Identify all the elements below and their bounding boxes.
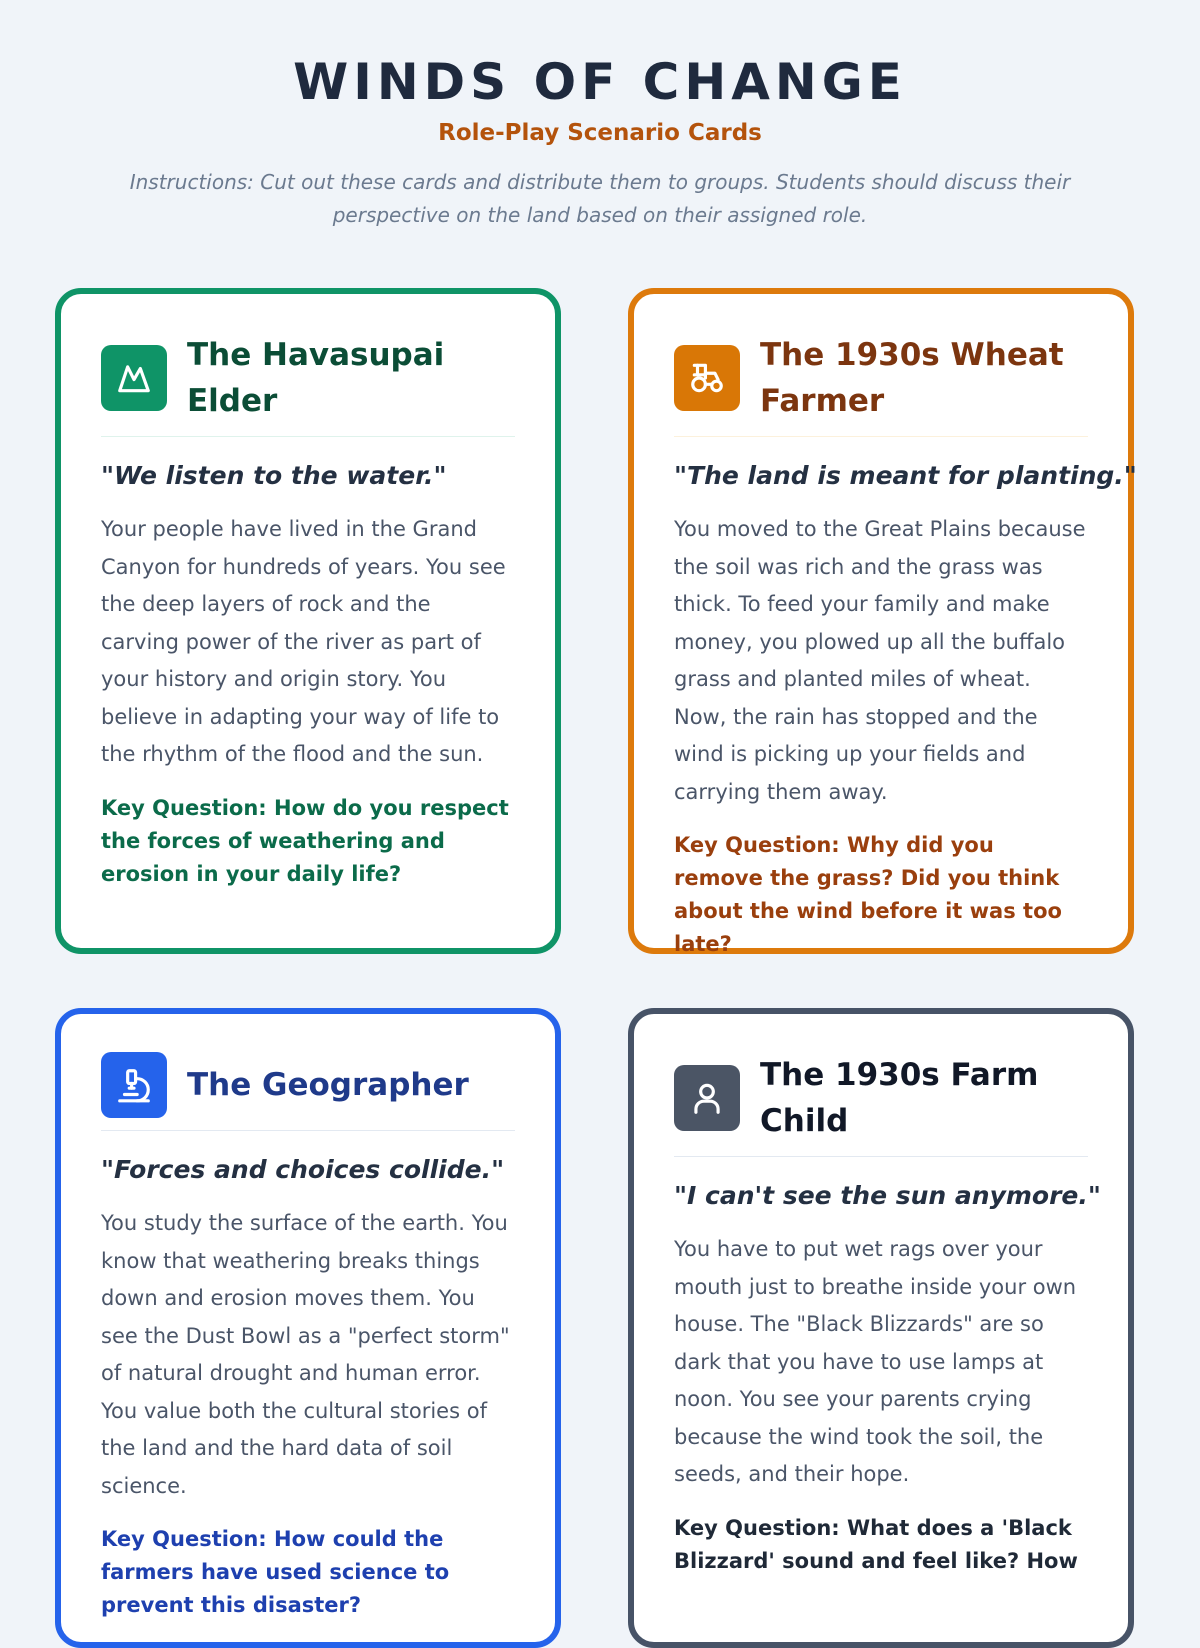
card-title: The Havasupai Elder <box>187 337 445 419</box>
worksheet-header <box>0 0 1200 232</box>
card-description: You moved to the Great Plains because the soil was rich and the grass was thick. To feed your family and make money, you plowed up all the buffalo grass and planted miles of wheat. Now, the rain has stopped and the wind is picking up your fields and carrying them away. <box>674 517 1086 804</box>
card-header <box>674 332 1088 437</box>
card-quote: "The land is meant for planting." <box>674 461 1137 490</box>
mountain-icon <box>101 345 167 411</box>
person-icon <box>674 1065 740 1131</box>
card-quote: "I can't see the sun anymore." <box>674 1181 1101 1210</box>
card-quote: "Forces and choices collide." <box>101 1155 505 1184</box>
card-key-question: Key Question: What does a 'Black Blizzard' sound and feel like? How <box>674 1515 1078 1573</box>
instructions-text: Instructions: Cut out these cards and distribute them to groups. Students should discuss their perspective on the land based on their assigned role. <box>129 170 1071 227</box>
card-key-question: Key Question: How do you respect the forces of weathering and erosion in your daily life? <box>101 795 509 886</box>
card-title: The Geographer <box>187 1067 469 1103</box>
role-card-farm-child <box>628 1008 1134 1648</box>
page-title: WINDS OF CHANGE <box>293 53 907 111</box>
page-subtitle: Role-Play Scenario Cards <box>438 120 762 146</box>
microscope-icon <box>101 1052 167 1118</box>
card-description: You have to put wet rags over your mouth just to breathe inside your own house. The "Black Blizzards" are so dark that you have to use lamps at noon. You see your parents crying because the wind took the soil, the seeds, and their hope. <box>674 1237 1077 1486</box>
card-header <box>101 332 515 437</box>
card-header <box>674 1052 1088 1157</box>
card-description: Your people have lived in the Grand Canyon for hundreds of years. You see the deep layers of rock and the carving power of the river as part of your history and origin story. You believe in adapting your way of life to the rhythm of the flood and the sun. <box>101 517 506 766</box>
card-key-question: Key Question: Why did you remove the grass? Did you think about the wind before it was too late? <box>674 833 1062 956</box>
card-key-question: Key Question: How could the farmers have used science to prevent this disaster? <box>101 1527 450 1617</box>
card-quote: "We listen to the water." <box>101 461 447 490</box>
role-card-geographer <box>55 1008 561 1648</box>
tractor-icon <box>674 345 740 411</box>
card-title: The 1930s Wheat Farmer <box>760 337 1064 419</box>
card-header <box>101 1052 515 1131</box>
role-card-wheat-farmer <box>628 288 1137 956</box>
role-card-havasupai-elder <box>55 288 561 954</box>
card-title: The 1930s Farm Child <box>760 1057 1039 1139</box>
card-description: You study the surface of the earth. You know that weathering breaks things down and erosion moves them. You see the Dust Bowl as a "perfect storm" of natural drought and human error. You value both the cultural stories of the land and the hard data of soil science. <box>101 1211 510 1498</box>
